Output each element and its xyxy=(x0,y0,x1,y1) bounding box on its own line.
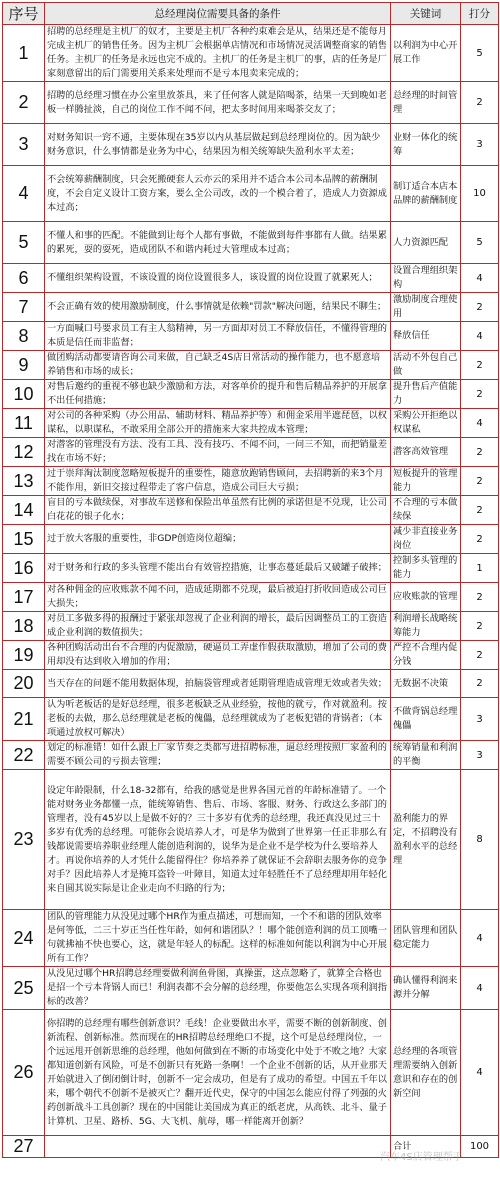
row-keyword: 短板提升的管理能力 xyxy=(391,467,461,496)
row-condition xyxy=(45,1136,391,1158)
row-keyword: 团队管理和团队稳定能力 xyxy=(391,910,461,967)
row-score: 2 xyxy=(461,351,499,380)
table-row xyxy=(3,770,499,910)
row-keyword: 利润增长战略统筹能力 xyxy=(391,612,461,641)
row-condition: 设定年龄限制，什么18-32都有，给我的感觉是世界各国元首的年龄标准错了。一个能对财务业务都懂一点，能统筹销售、售后、市场、客服、财务、行政这么多部门的管理者，没有45岁以上是做不好的？三十多岁有优秀的总经理，我还真没见过三十多岁有优秀的总经理。可能你会说培养人才，可是华为做到了世界第一任正非那么有钱都说需要培养职业经理人能创造利润的，说华为是企业不是学校为什么要培养人才。再说你培养的人才凭什么能留得住？你培养养了就保证不会辞职去服务你的竞争对手？因此培养人才是掩耳盗铃一叶障目，知道太过年轻胜任不了总经理却用年轻化来自圆其说实际是让企业走向不归路的行为； xyxy=(45,770,391,910)
row-condition: 对潜客的管理没有方法、没有工具、没有技巧、不闻不问，一问三不知，而把销量差找在市场不好； xyxy=(45,438,391,467)
row-score: 2 xyxy=(461,525,499,554)
row-condition: 不会正确有效的使用激励制度，什么事情就是依赖"罚款"解决问题，结果民不聊生； xyxy=(45,293,391,322)
row-keyword: 业财一体化的统筹 xyxy=(391,124,461,166)
row-number: 10 xyxy=(3,380,45,409)
row-number: 18 xyxy=(3,612,45,641)
table-row xyxy=(3,124,499,166)
watermark-text: 汽车4S店管理帮手 xyxy=(380,1152,463,1163)
row-score: 4 xyxy=(461,322,499,351)
table-row xyxy=(3,322,499,351)
row-condition: 团队的管理能力从没见过哪个HR作为重点描述，可想而知，一个不和谐的团队效率是何等低，二三十岁正当任性年龄，如何和谐团队？！哪个能创造利润的员工顶嘴一句就拂袖不快也要心，这，就是年轻人的标配。这样的标准如何能以利润为中心开展所有工作？ xyxy=(45,910,391,967)
row-number: 26 xyxy=(3,1010,45,1136)
table-row xyxy=(3,264,499,293)
table-header-row xyxy=(3,3,499,25)
row-score: 1 xyxy=(461,554,499,583)
table-row xyxy=(3,25,499,82)
table-row xyxy=(3,496,499,525)
table-row xyxy=(3,554,499,583)
row-number: 5 xyxy=(3,222,45,264)
row-keyword: 统筹销量和利润的平衡 xyxy=(391,741,461,770)
table-row xyxy=(3,698,499,741)
row-keyword: 制订适合本店本品牌的薪酬制度 xyxy=(391,166,461,222)
row-number: 19 xyxy=(3,641,45,670)
table-row xyxy=(3,670,499,698)
row-condition: 对员工多做多得的报酬过于紧张却忽视了企业利润的增长，最后因调整员工的工资造成企业利润的数值损失； xyxy=(45,612,391,641)
row-condition: 过于崇拜淘汰制度忽略短板提升的重要性，随意放跑销售顾问，去招聘新的来3个月不能作用，新旧交接过程带走了客户信息，造成公司巨大亏损； xyxy=(45,467,391,496)
row-number: 4 xyxy=(3,166,45,222)
row-condition: 一方面喊口号要求员工有主人翁精神，另一方面却对员工不释放信任，不懂得管理的本质是信任而非监督； xyxy=(45,322,391,351)
row-keyword: 不合理的亏本做续保 xyxy=(391,496,461,525)
row-score: 2 xyxy=(461,293,499,322)
table-row xyxy=(3,438,499,467)
row-score: 4 xyxy=(461,910,499,967)
table-row xyxy=(3,910,499,967)
row-keyword: 设置合理组织架构 xyxy=(391,264,461,293)
header-no: 序号 xyxy=(3,3,45,25)
row-number: 14 xyxy=(3,496,45,525)
row-keyword: 严控不合理内促分钱 xyxy=(391,641,461,670)
table-row xyxy=(3,409,499,438)
table-row xyxy=(3,82,499,124)
table-row xyxy=(3,351,499,380)
table-row xyxy=(3,612,499,641)
row-condition: 对财务知识一窍不通，主要体现在35岁以内从基层做起到总经理岗位的。因为缺少财务意识，什么事情都是业务为中心，结果因为相关统筹缺失盈利水平太差； xyxy=(45,124,391,166)
row-number: 12 xyxy=(3,438,45,467)
row-score: 3 xyxy=(461,124,499,166)
table-row xyxy=(3,380,499,409)
row-condition: 做团购活动都要请咨询公司来做，自己缺乏4S店日常活动的操作能力，也不愿意培养销售和市场的成长； xyxy=(45,351,391,380)
row-number: 25 xyxy=(3,967,45,1010)
row-number: 17 xyxy=(3,583,45,612)
row-condition: 不懂组织架构设置，不该设置的岗位设置很多人，该设置的岗位设置了就累死人； xyxy=(45,264,391,293)
row-keyword: 减少非直接业务岗位 xyxy=(391,525,461,554)
row-keyword: 活动不外包自己做 xyxy=(391,351,461,380)
row-score: 5 xyxy=(461,222,499,264)
header-condition: 总经理岗位需要具备的条件 xyxy=(45,3,391,25)
row-score: 2 xyxy=(461,641,499,670)
table-row xyxy=(3,583,499,612)
row-keyword: 总经理的时间管理 xyxy=(391,82,461,124)
header-score: 打分 xyxy=(461,3,499,25)
row-score: 2 xyxy=(461,380,499,409)
row-score: 3 xyxy=(461,698,499,741)
row-keyword: 提升售后产值能力 xyxy=(391,380,461,409)
row-score: 2 xyxy=(461,583,499,612)
row-number: 27 xyxy=(3,1136,45,1158)
row-condition: 不懂人和事的匹配。不能做到让每个人都有事做，不能做到每件事都有人做。结果累的累死，耍的耍死，造成团队不和谐内耗过大管理成本过高； xyxy=(45,222,391,264)
row-keyword: 不做背锅总经理傀儡 xyxy=(391,698,461,741)
row-number: 16 xyxy=(3,554,45,583)
table-row xyxy=(3,741,499,770)
row-number: 3 xyxy=(3,124,45,166)
row-condition: 对于财务和行政的多头管理不能出台有效管控措施，让事态蔓延最后又破罐子破摔； xyxy=(45,554,391,583)
row-number: 1 xyxy=(3,25,45,82)
row-number: 7 xyxy=(3,293,45,322)
row-score: 2 xyxy=(461,467,499,496)
row-score: 2 xyxy=(461,438,499,467)
row-keyword: 应收账款的管理 xyxy=(391,583,461,612)
row-number: 9 xyxy=(3,351,45,380)
row-number: 23 xyxy=(3,770,45,910)
row-condition: 划定的标准错！如什么跟上厂家节奏之类都写进招聘标准，逼总经理按照厂家盈利的需要不顾公司的亏损去管理； xyxy=(45,741,391,770)
row-score: 10 xyxy=(461,166,499,222)
row-score: 2 xyxy=(461,612,499,641)
row-score: 2 xyxy=(461,670,499,698)
table-row xyxy=(3,1010,499,1136)
row-number: 21 xyxy=(3,698,45,741)
row-score: 4 xyxy=(461,409,499,438)
row-number: 6 xyxy=(3,264,45,293)
table-row xyxy=(3,467,499,496)
row-condition: 你招聘的总经理有哪些创新意识？毛线！企业要做出水平，需要不断的创新制度、创新流程、创新标准。然而现在的HR招聘总经理绝口不提，这个可是总经理岗位，一个远远甩开创新思维的总经理，他如何做到在不断的市场变化中处于不败之地？大家都知道创新有风险，可是不创新只有死路一条啊！一个企业不创新的话，从开业那天开始就进入了倒闭倒计时，创新不一定会成功，但是有了成功的希望。中国五千年以来，哪个朝代不创新不是被灭亡？翻开近代史，保守的中国怎么能应付得了列强的火药创新战斗工具创新？现在的中国能让美国成为真正的纸老虎，从高铁、北斗、量子计算机、卫星、路桥、5G、大飞机、航母，哪一样能离开创新？ xyxy=(45,1010,391,1136)
conditions-table xyxy=(2,2,499,1158)
row-number: 11 xyxy=(3,409,45,438)
row-keyword: 激励制度合理使用 xyxy=(391,293,461,322)
row-score: 4 xyxy=(461,264,499,293)
row-condition: 当天存在的问题不能用数据体现，拍脑袋管理或者延期管理造成管理无效或者失效； xyxy=(45,670,391,698)
row-number: 15 xyxy=(3,525,45,554)
table-body xyxy=(3,25,499,1158)
row-keyword: 采购公开拒绝以权谋私 xyxy=(391,409,461,438)
table-row xyxy=(3,293,499,322)
row-score: 8 xyxy=(461,770,499,910)
row-number: 2 xyxy=(3,82,45,124)
row-number: 8 xyxy=(3,322,45,351)
row-number: 13 xyxy=(3,467,45,496)
row-keyword: 无数据不决策 xyxy=(391,670,461,698)
table-row xyxy=(3,525,499,554)
table-row xyxy=(3,222,499,264)
row-keyword: 潜客高效管理 xyxy=(391,438,461,467)
row-condition: 招聘的总经理是主机厂的奴才，主要是主机厂各种约束难会是从，结果还是不能每月完成主机厂的销售任务。因为主机厂会根据单店情况和市场情况灵活调整商家的销售任务。主机厂的任务是永远也完不成的。主机厂的任务是主机厂的事，店的任务是厂家刻意留出的后门需要用关系来处理而不是亏本甩卖来完成的； xyxy=(45,25,391,82)
row-condition: 对售后邀约的重视不够也缺少激励和方法，对客单价的提升和售后精品养护的开展拿不出任何措施； xyxy=(45,380,391,409)
row-score: 4 xyxy=(461,1010,499,1136)
row-keyword: 确认懂得利润来源并分解 xyxy=(391,967,461,1010)
row-number: 22 xyxy=(3,741,45,770)
row-number: 20 xyxy=(3,670,45,698)
row-keyword: 以利润为中心开展工作 xyxy=(391,25,461,82)
row-condition: 对各种佣金的应收账款不闻不问，造成延期都不兑现，最后被迫打折收回造成公司巨大损失； xyxy=(45,583,391,612)
row-condition: 过于放大客服的重要性，非GDP创造岗位超编； xyxy=(45,525,391,554)
row-condition: 盲目的亏本做续保，对事故车送修和保险出单虽然有比例的承诺但是不兑现，让公司白花花的银子化水； xyxy=(45,496,391,525)
row-score: 5 xyxy=(461,25,499,82)
row-score: 100 xyxy=(461,1136,499,1158)
row-condition: 招聘的总经理习惯在办公室里放茶具，来了任何客人就是陪喝茶，结果一天到晚如老板一样腾扯淡，自己的岗位工作不闻不问，把太多时间用来喝茶交友了； xyxy=(45,82,391,124)
row-score: 2 xyxy=(461,82,499,124)
row-condition: 各种团购活动出台不合理的内促激励，硬逼员工弄虚作假获取激励，增加了公司的费用却没有达到收入增加的作用； xyxy=(45,641,391,670)
row-condition: 对公司的各种采购（办公用品、辅助材料、精品养护等）和佣金采用半遮琵琶，以权谋私，以职谋私，不敢采用全部公开的措施来大家共控成本管理； xyxy=(45,409,391,438)
header-keyword: 关键词 xyxy=(391,3,461,25)
row-condition: 认为听老板话的是好总经理，很多老板缺乏从业经验，按他的就亏，作对就盈利。按老板的去做，那么总经理就是老板的傀儡，总经理就成为了老板犯错的背锅者；（本项通过放权可解决） xyxy=(45,698,391,741)
row-number: 24 xyxy=(3,910,45,967)
row-score: 3 xyxy=(461,741,499,770)
row-keyword: 人力资源匹配 xyxy=(391,222,461,264)
table-row xyxy=(3,166,499,222)
row-keyword: 控制多头管理的能力 xyxy=(391,554,461,583)
table-row xyxy=(3,641,499,670)
row-condition: 从没见过哪个HR招聘总经理要做利润鱼骨图，真操蛋，这点忽略了，就算全合格也是招一个亏本背锅人而已！利润表都不会分解的总经理，你要他怎么实现各项利润指标的改善？ xyxy=(45,967,391,1010)
row-score: 4 xyxy=(461,967,499,1010)
row-keyword: 总经理的各项管理需要纳入创新意识和存在的创新空间 xyxy=(391,1010,461,1136)
row-score: 2 xyxy=(461,496,499,525)
table-row xyxy=(3,967,499,1010)
row-condition: 不会统筹薪酬制度，只会死搬硬套人云亦云的采用并不适合本公司本品牌的薪酬制度，不会自定义设计工资方案，要么全公司改，改的一个模合着了，造成人力资源成本过高； xyxy=(45,166,391,222)
row-keyword: 合计 xyxy=(391,1136,461,1158)
row-keyword: 盈利能力的界定，不招聘没有盈利水平的总经理 xyxy=(391,770,461,910)
row-keyword: 释放信任 xyxy=(391,322,461,351)
